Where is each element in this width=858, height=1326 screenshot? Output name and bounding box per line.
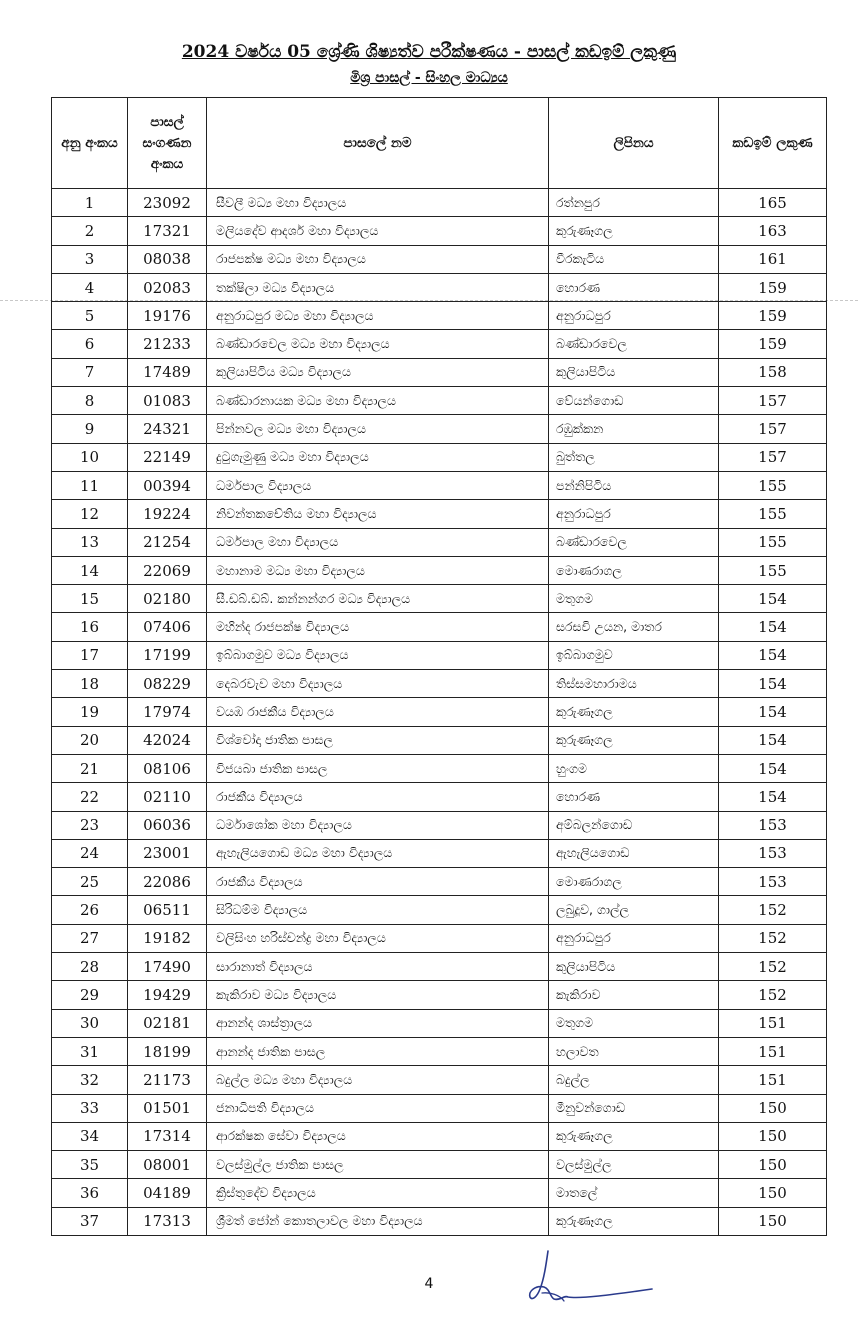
row-index: 8 <box>52 387 128 415</box>
table-header-row <box>52 98 827 189</box>
row-index: 18 <box>52 670 128 698</box>
school-code: 01083 <box>128 387 207 415</box>
cutoff-mark: 152 <box>719 981 827 1009</box>
cutoff-mark: 159 <box>719 302 827 330</box>
school-code: 19182 <box>128 924 207 952</box>
school-name: දුටුගැමුණු මධ්‍ය මහා විද්‍යාලය <box>207 443 549 471</box>
cutoff-mark: 150 <box>719 1122 827 1150</box>
cutoff-mark: 157 <box>719 415 827 443</box>
school-name: රාජකීය විද්‍යාලය <box>207 783 549 811</box>
school-name: වලිසිංහ හරිස්චන්ද්‍ර මහා විද්‍යාලය <box>207 924 549 952</box>
school-address: බණ්ඩාරවෙල <box>549 528 719 556</box>
row-index: 10 <box>52 443 128 471</box>
row-index: 19 <box>52 698 128 726</box>
signature <box>520 1245 660 1315</box>
school-name: පින්නවල මධ්‍ය මහා විද්‍යාලය <box>207 415 549 443</box>
row-index: 20 <box>52 726 128 754</box>
table-row <box>52 1122 827 1150</box>
school-code: 22149 <box>128 443 207 471</box>
school-address: කැකිරාව <box>549 981 719 1009</box>
cutoff-mark: 155 <box>719 528 827 556</box>
table-row <box>52 387 827 415</box>
school-name: නිවන්තකචේතිය මහා විද්‍යාලය <box>207 500 549 528</box>
school-code: 19224 <box>128 500 207 528</box>
table-row <box>52 1009 827 1037</box>
table-row <box>52 217 827 245</box>
school-code: 08229 <box>128 670 207 698</box>
row-index: 37 <box>52 1207 128 1235</box>
school-name: ධර්මාශෝක මහා විද්‍යාලය <box>207 811 549 839</box>
table-row <box>52 924 827 952</box>
school-address: හොරණ <box>549 273 719 301</box>
row-index: 7 <box>52 358 128 386</box>
row-index: 33 <box>52 1094 128 1122</box>
school-name: ආනන්ද ජාතික පාසල <box>207 1037 549 1065</box>
cutoff-mark: 154 <box>719 783 827 811</box>
school-address: මීනුවන්ගොඩ <box>549 1094 719 1122</box>
cutoff-mark: 157 <box>719 387 827 415</box>
column-header-address: ලිපිනය <box>549 98 719 189</box>
table-row <box>52 189 827 217</box>
cutoff-mark: 155 <box>719 500 827 528</box>
table-row <box>52 1207 827 1235</box>
document-subtitle: මිශ්‍ර පාසල් - සිංහල මාධ්‍යය <box>350 70 508 86</box>
school-address: ඇහැලියගොඩ <box>549 839 719 867</box>
table-row <box>52 1037 827 1065</box>
row-index: 13 <box>52 528 128 556</box>
page-number: 4 <box>424 1276 434 1292</box>
column-header-school-code: පාසල් සංගණන අංකය <box>128 98 207 189</box>
cutoff-mark: 155 <box>719 556 827 584</box>
row-index: 22 <box>52 783 128 811</box>
school-name: ධර්මපාල විද්‍යාලය <box>207 471 549 499</box>
row-index: 6 <box>52 330 128 358</box>
school-address: මොණරාගල <box>549 556 719 584</box>
school-code: 17313 <box>128 1207 207 1235</box>
school-code: 08106 <box>128 754 207 782</box>
table-row <box>52 500 827 528</box>
table-row <box>52 528 827 556</box>
table-row <box>52 330 827 358</box>
school-name: ධර්මපාල මහා විද්‍යාලය <box>207 528 549 556</box>
row-index: 35 <box>52 1151 128 1179</box>
cutoff-mark: 159 <box>719 273 827 301</box>
school-name: ඉබ්බාගමුව මධ්‍ය විද්‍යාලය <box>207 641 549 669</box>
school-name: මහානාම මධ්‍ය මහා විද්‍යාලය <box>207 556 549 584</box>
school-address: මොණරාගල <box>549 868 719 896</box>
school-address: කුරුණෑගල <box>549 698 719 726</box>
table-row <box>52 953 827 981</box>
school-address: වීරකැටිය <box>549 245 719 273</box>
table-row <box>52 613 827 641</box>
table-row <box>52 585 827 613</box>
row-index: 24 <box>52 839 128 867</box>
table-row <box>52 415 827 443</box>
school-address: බුත්තල <box>549 443 719 471</box>
school-address: රත්නපුර <box>549 189 719 217</box>
row-index: 4 <box>52 273 128 301</box>
school-name: ශ්‍රීමත් ජෝන් කොතලාවල මහා විද්‍යාලය <box>207 1207 549 1235</box>
table-row <box>52 1094 827 1122</box>
row-index: 27 <box>52 924 128 952</box>
school-address: මතුගම <box>549 585 719 613</box>
school-name: සීවලී මධ්‍ය මහා විද්‍යාලය <box>207 189 549 217</box>
school-address: අනුරාධපුර <box>549 924 719 952</box>
row-index: 31 <box>52 1037 128 1065</box>
table-row <box>52 302 827 330</box>
document-title: 2024 වර්ෂය 05 ශ්‍රේණි ශිෂ්‍යත්ව පරීක්ෂණය - පාසල් කඩඉම් ලකුණු <box>181 42 677 62</box>
cutoff-mark: 152 <box>719 953 827 981</box>
school-code: 22086 <box>128 868 207 896</box>
row-index: 26 <box>52 896 128 924</box>
row-index: 2 <box>52 217 128 245</box>
table-row <box>52 981 827 1009</box>
table-row <box>52 556 827 584</box>
school-name: රාජපක්ෂ මධ්‍ය මහා විද්‍යාලය <box>207 245 549 273</box>
table-row <box>52 1179 827 1207</box>
row-index: 1 <box>52 189 128 217</box>
school-name: බණ්ඩාරනායක මධ්‍ය මහා විද්‍යාලය <box>207 387 549 415</box>
table-row <box>52 1151 827 1179</box>
school-code: 17314 <box>128 1122 207 1150</box>
row-index: 36 <box>52 1179 128 1207</box>
row-index: 25 <box>52 868 128 896</box>
table-row <box>52 868 827 896</box>
school-name: ආනන්ද ශාස්ත්‍රාලය <box>207 1009 549 1037</box>
school-code: 17199 <box>128 641 207 669</box>
school-code: 02110 <box>128 783 207 811</box>
cutoff-mark: 153 <box>719 839 827 867</box>
school-name: ආරක්ෂක සේවා විද්‍යාලය <box>207 1122 549 1150</box>
cutoff-mark: 158 <box>719 358 827 386</box>
cutoff-mark: 150 <box>719 1151 827 1179</box>
school-address: හුංගම <box>549 754 719 782</box>
school-address: මතුගම <box>549 1009 719 1037</box>
school-code: 06511 <box>128 896 207 924</box>
school-address: හලාවත <box>549 1037 719 1065</box>
school-code: 01501 <box>128 1094 207 1122</box>
school-name: සී.ඩබ්.ඩබ්. කන්නන්ගර මධ්‍ය විද්‍යාලය <box>207 585 549 613</box>
school-address: රඹුක්කන <box>549 415 719 443</box>
row-index: 15 <box>52 585 128 613</box>
school-address: සරසවි උයන, මාතර <box>549 613 719 641</box>
cutoff-mark: 154 <box>719 698 827 726</box>
school-code: 08038 <box>128 245 207 273</box>
school-name: සාරානාත් විද්‍යාලය <box>207 953 549 981</box>
table-row <box>52 726 827 754</box>
row-index: 3 <box>52 245 128 273</box>
cutoff-mark: 151 <box>719 1037 827 1065</box>
school-name: මහින්ද රාජපක්ෂ විද්‍යාලය <box>207 613 549 641</box>
row-index: 12 <box>52 500 128 528</box>
cutoff-mark: 159 <box>719 330 827 358</box>
school-code: 18199 <box>128 1037 207 1065</box>
cutoff-mark: 151 <box>719 1009 827 1037</box>
table-row <box>52 754 827 782</box>
cutoff-mark: 154 <box>719 754 827 782</box>
cutoff-mark: 155 <box>719 471 827 499</box>
cutoff-mark: 152 <box>719 896 827 924</box>
row-index: 28 <box>52 953 128 981</box>
row-index: 9 <box>52 415 128 443</box>
school-address: කුරුණෑගල <box>549 217 719 245</box>
school-code: 08001 <box>128 1151 207 1179</box>
school-address: කුරුණෑගල <box>549 1207 719 1235</box>
cutoff-mark: 154 <box>719 726 827 754</box>
school-name: බදුල්ල මධ්‍ය මහා විද්‍යාලය <box>207 1066 549 1094</box>
row-index: 29 <box>52 981 128 1009</box>
table-row <box>52 245 827 273</box>
cutoff-mark: 152 <box>719 924 827 952</box>
school-code: 02180 <box>128 585 207 613</box>
school-name: සිරිධම්ම විද්‍යාලය <box>207 896 549 924</box>
school-code: 24321 <box>128 415 207 443</box>
row-index: 14 <box>52 556 128 584</box>
school-code: 02083 <box>128 273 207 301</box>
column-header-school-name: පාසලේ නම <box>207 98 549 189</box>
cutoff-mark: 150 <box>719 1179 827 1207</box>
school-code: 21254 <box>128 528 207 556</box>
column-header-index: අනු අංකය <box>52 98 128 189</box>
row-index: 5 <box>52 302 128 330</box>
school-name: විශ්වෝදා ජාතික පාසල <box>207 726 549 754</box>
school-address: බදුල්ල <box>549 1066 719 1094</box>
school-address: කුලියාපිටිය <box>549 358 719 386</box>
table-row <box>52 783 827 811</box>
cutoff-mark: 163 <box>719 217 827 245</box>
column-header-cutoff-mark: කඩඉම් ලකුණ <box>719 98 827 189</box>
school-address: අම්බලන්ගොඩ <box>549 811 719 839</box>
cutoff-mark: 153 <box>719 811 827 839</box>
school-name: ක්‍රිස්තුදේව විද්‍යාලය <box>207 1179 549 1207</box>
row-index: 17 <box>52 641 128 669</box>
school-code: 21233 <box>128 330 207 358</box>
school-name: දෙබරවැව මහා විද්‍යාලය <box>207 670 549 698</box>
cutoff-mark: 154 <box>719 613 827 641</box>
school-address: වලස්මුල්ල <box>549 1151 719 1179</box>
school-code: 17321 <box>128 217 207 245</box>
school-code: 04189 <box>128 1179 207 1207</box>
school-address: කුරුණෑගල <box>549 726 719 754</box>
cutoff-mark: 165 <box>719 189 827 217</box>
row-index: 30 <box>52 1009 128 1037</box>
cutoff-mark: 153 <box>719 868 827 896</box>
school-address: කුරුණෑගල <box>549 1122 719 1150</box>
school-address: මාතලේ <box>549 1179 719 1207</box>
school-code: 00394 <box>128 471 207 499</box>
table-row <box>52 896 827 924</box>
school-name: තක්ෂිලා මධ්‍ය විද්‍යාලය <box>207 273 549 301</box>
cutoff-mark: 154 <box>719 670 827 698</box>
school-address: බණ්ඩාරවෙල <box>549 330 719 358</box>
school-code: 21173 <box>128 1066 207 1094</box>
school-address: තිස්සමහාරාමය <box>549 670 719 698</box>
school-name: වලස්මුල්ල ජාතික පාසල <box>207 1151 549 1179</box>
school-name: කුලියාපිටිය මධ්‍ය විද්‍යාලය <box>207 358 549 386</box>
row-index: 11 <box>52 471 128 499</box>
school-name: මලියදේව ආදර්ශ මහා විද්‍යාලය <box>207 217 549 245</box>
school-name: ජනාධිපති විද්‍යාලය <box>207 1094 549 1122</box>
school-code: 42024 <box>128 726 207 754</box>
table-row <box>52 670 827 698</box>
row-index: 21 <box>52 754 128 782</box>
school-address: අනුරාධපුර <box>549 500 719 528</box>
school-name: ඇහැලියගොඩ මධ්‍ය මහා විද්‍යාලය <box>207 839 549 867</box>
school-address: අනුරාධපුර <box>549 302 719 330</box>
school-address: ලබුදූව, ගාල්ල <box>549 896 719 924</box>
row-index: 32 <box>52 1066 128 1094</box>
cutoff-mark: 161 <box>719 245 827 273</box>
table-row <box>52 358 827 386</box>
cutoff-mark: 154 <box>719 585 827 613</box>
table-row <box>52 1066 827 1094</box>
school-address: ඉබ්බාගමුව <box>549 641 719 669</box>
cutoff-mark: 151 <box>719 1066 827 1094</box>
table-row <box>52 811 827 839</box>
school-code: 17490 <box>128 953 207 981</box>
school-address: හොරණ <box>549 783 719 811</box>
school-code: 07406 <box>128 613 207 641</box>
school-code: 06036 <box>128 811 207 839</box>
school-name: බණ්ඩාරවෙල මධ්‍ය මහා විද්‍යාලය <box>207 330 549 358</box>
cutoff-mark: 157 <box>719 443 827 471</box>
school-name: රාජකීය විද්‍යාලය <box>207 868 549 896</box>
school-code: 17489 <box>128 358 207 386</box>
table-row <box>52 443 827 471</box>
table-row <box>52 839 827 867</box>
school-code: 02181 <box>128 1009 207 1037</box>
row-index: 23 <box>52 811 128 839</box>
school-name: වයඹ රාජකීය විද්‍යාලය <box>207 698 549 726</box>
school-address: පන්නිපිටිය <box>549 471 719 499</box>
row-index: 16 <box>52 613 128 641</box>
school-code: 19429 <box>128 981 207 1009</box>
school-name: විජයබා ජාතික පාසල <box>207 754 549 782</box>
table-row <box>52 273 827 301</box>
cutoff-mark: 154 <box>719 641 827 669</box>
school-code: 22069 <box>128 556 207 584</box>
school-code: 23092 <box>128 189 207 217</box>
school-code: 19176 <box>128 302 207 330</box>
cutoff-mark: 150 <box>719 1207 827 1235</box>
cutoff-mark: 150 <box>719 1094 827 1122</box>
school-address: කුලියාපිටිය <box>549 953 719 981</box>
table-row <box>52 641 827 669</box>
table-row <box>52 471 827 499</box>
school-code: 23001 <box>128 839 207 867</box>
table-row <box>52 698 827 726</box>
school-name: අනුරාධපුර මධ්‍ය මහා විද්‍යාලය <box>207 302 549 330</box>
school-address: වේයන්ගොඩ <box>549 387 719 415</box>
cutoff-marks-table <box>51 97 827 1236</box>
school-code: 17974 <box>128 698 207 726</box>
row-index: 34 <box>52 1122 128 1150</box>
school-name: කැකිරාව මධ්‍ය විද්‍යාලය <box>207 981 549 1009</box>
